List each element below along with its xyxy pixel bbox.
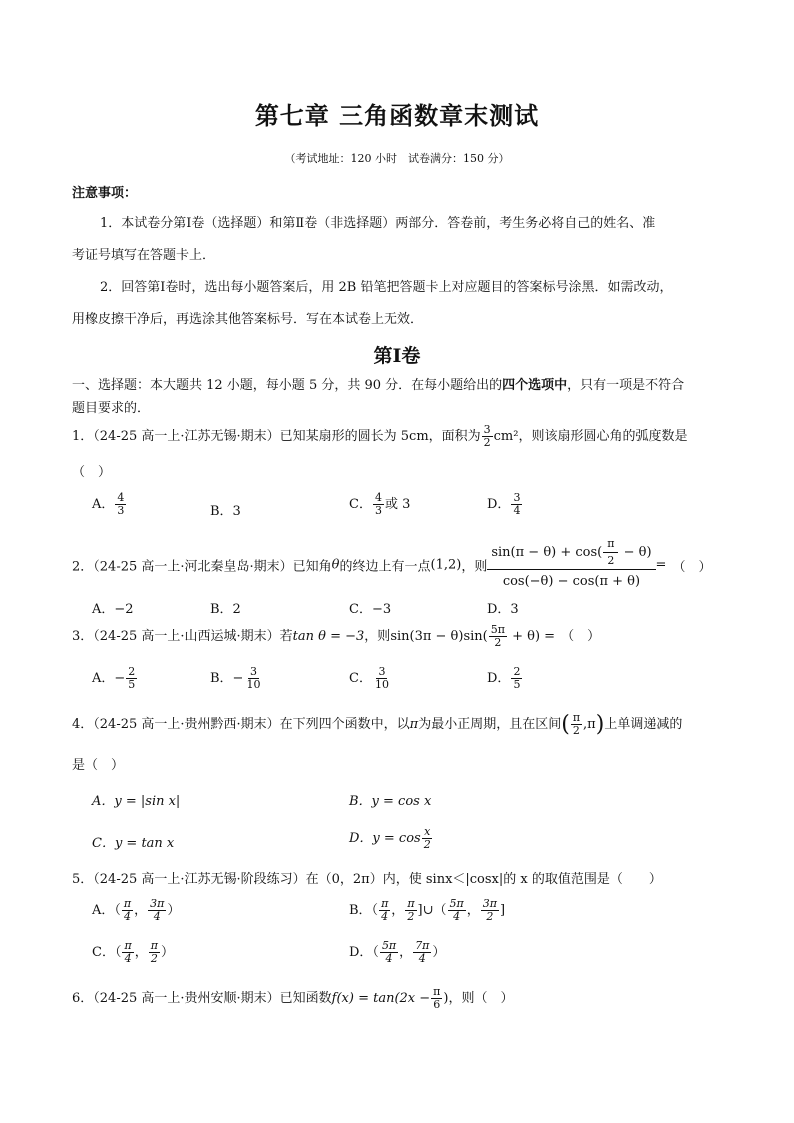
intro-text-c: ，只有一项是不符合 — [567, 378, 685, 393]
q5-option-b[interactable]: B．（ $\frac{\pi}{4}$ ， $\frac{\pi}{2}$ ]∪（ $\frac{5\pi}{4}$ ， $\frac{3\pi}{2}$ ] — [349, 897, 506, 923]
q1-option-c[interactable]: C． $\frac{4}{3}$ 或 3 — [349, 491, 411, 517]
exam-info: （考试地址：120 小时 试卷满分：150 分） — [284, 152, 510, 165]
notice-item-2-line-1: 2．回答第Ⅰ卷时，选出每小题答案后，用 2B 铅笔把答题卡上对应题目的答案标号涂黑．如需改动， — [100, 280, 673, 295]
page-title: 第七章 三角函数章末测试 — [254, 101, 540, 130]
q5-option-c[interactable]: C．（ $\frac{\pi}{4}$ ， $\frac{\pi}{2}$ ） — [92, 939, 174, 965]
q5-option-d[interactable]: D．（ $\frac{5\pi}{4}$ ， $\frac{7\pi}{4}$ ） — [349, 939, 446, 965]
q3-option-c[interactable]: C． $\frac{3}{10}$ — [349, 665, 389, 691]
q3-option-a[interactable]: A．− $\frac{2}{5}$ — [92, 665, 136, 691]
question-4-line-2: 是（ ） — [72, 758, 125, 773]
q3-option-d[interactable]: D． $\frac{2}{5}$ — [487, 665, 521, 691]
q2-option-d[interactable]: D．3 — [487, 602, 519, 617]
q4-option-a[interactable]: A．y = |sin x| — [92, 794, 181, 809]
intro-text-a: 一、选择题：本大题共 12 小题，每小题 5 分，共 90 分．在每小题给出的 — [72, 378, 503, 393]
q1-option-a[interactable]: A． $\frac{4}{3}$ — [92, 491, 125, 517]
q3-option-b[interactable]: B．− $\frac{3}{10}$ — [210, 665, 261, 691]
q2-option-c[interactable]: C．−3 — [349, 602, 392, 617]
q5-option-a[interactable]: A．（ $\frac{\pi}{4}$ ， $\frac{3\pi}{4}$ ） — [92, 897, 181, 923]
q4-option-c[interactable]: C．y = tan x — [92, 836, 175, 851]
section-title: 第Ⅰ卷 — [373, 345, 421, 367]
question-1-paren: （ ） — [72, 465, 112, 480]
q1-area-fraction: $\frac{3}{2}$ — [483, 423, 491, 449]
q2-option-b[interactable]: B．2 — [210, 602, 241, 617]
question-4-stem: 4．（24-25 高一上·贵州黔西·期末）在下列四个函数中，以π为最小正周期，且在区间( $\frac{\pi}{2}$ ,π)上单调递减的 — [72, 711, 683, 737]
q2-expression: sin(π − θ) + cos( $\frac{\pi}{2}$ − θ) cos(−θ) − cos(π + θ) — [487, 538, 655, 592]
part1-intro-line-1 — [72, 374, 684, 393]
question-6-stem: 6．（24-25 高一上·贵州安顺·期末）已知函数f(x) = tan(2x − $\frac{\pi}{6}$ )，则（ ） — [72, 985, 514, 1011]
notice-item-2-line-2: 用橡皮擦干净后，再选涂其他答案标号．写在本试卷上无效． — [72, 312, 424, 327]
intro-emphasis: 四个选项中 — [502, 378, 568, 393]
part1-intro-line-2: 题目要求的． — [72, 401, 151, 416]
q4-option-d[interactable]: D．y = cos $\frac{x}{2}$ — [349, 825, 431, 851]
q2-option-a[interactable]: A．−2 — [92, 602, 134, 617]
notice-item-1-line-2: 考证号填写在答题卡上． — [72, 248, 216, 263]
question-3-stem: 3．（24-25 高一上·山西运城·期末）若tan θ = −3，则sin(3π − θ)sin( $\frac{5\pi}{2}$ + θ) = （ ） — [72, 623, 601, 649]
notice-item-1-line-1: 1．本试卷分第Ⅰ卷（选择题）和第Ⅱ卷（非选择题）两部分．答卷前，考生务必将自己的姓名、准 — [100, 216, 656, 231]
q1-option-b[interactable]: B．3 — [210, 504, 241, 519]
notice-heading: 注意事项： — [72, 186, 138, 201]
q1-option-d[interactable]: D． $\frac{3}{4}$ — [487, 491, 521, 517]
q1-text-b: cm²，则该扇形圆心角的弧度数是 — [493, 429, 688, 444]
question-2-stem: 2．（24-25 高一上·河北秦皇岛·期末）已知角θ的终边上有一点(1,2)，则 sin(π − θ) + cos( $\frac{\pi}{2}$ − θ) cos(−θ) − cos(π + θ) = （ ） — [72, 538, 711, 592]
question-5-stem: 5．（24-25 高一上·江苏无锡·阶段练习）在（0，2π）内，使 sinx＜|cosx|的 x 的取值范围是（ ） — [72, 872, 662, 887]
q4-option-b[interactable]: B．y = cos x — [349, 794, 432, 809]
question-1-stem — [72, 424, 687, 449]
q1-text-a: 1．（24-25 高一上·江苏无锡·期末）已知某扇形的圆长为 5cm，面积为 — [72, 429, 481, 444]
